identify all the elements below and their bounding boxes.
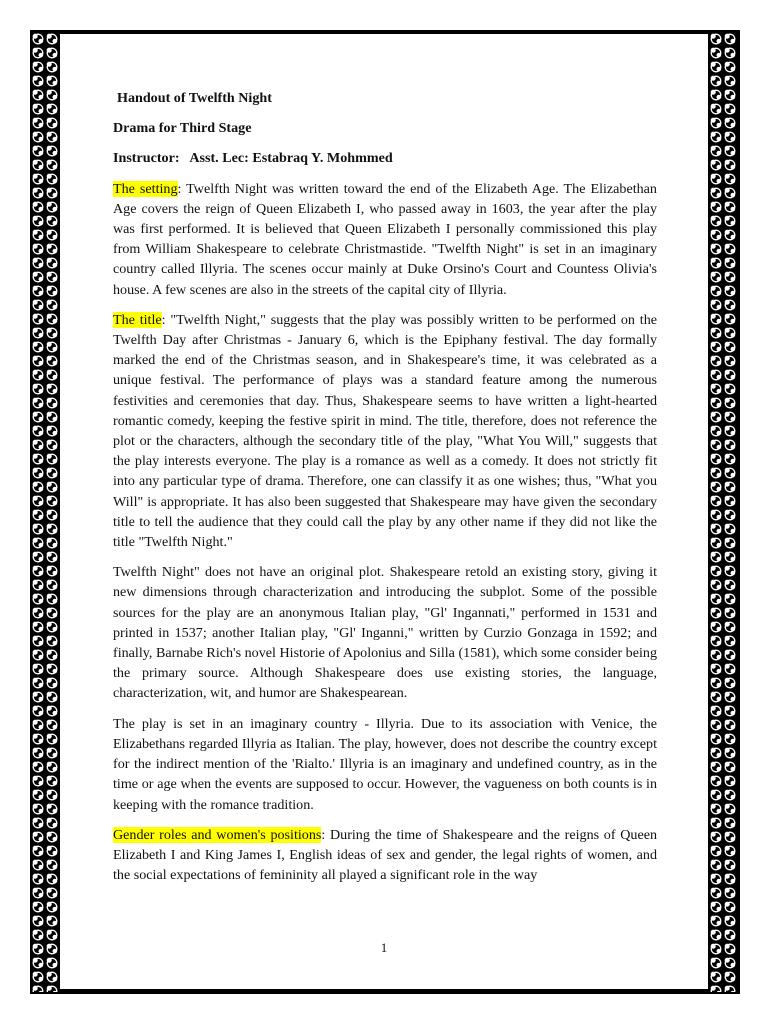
paragraph-text: The play is set in an imaginary country - Illyria. Due to its association with Venice, the Elizabethans regarded Illyria as Italian. The play, however, does not describe the country except for the indirect mention of the 'Rialto.' Illyria is an imaginary and undefined country, as in the time or age when the events are supposed to occur. However, the vagueness on both counts is in keeping with the romance tradition.	[113, 715, 657, 813]
page-number: 1	[380, 940, 388, 955]
document-title: Handout of Twelfth Night	[117, 90, 272, 106]
course-name: Drama for Third Stage	[113, 120, 252, 137]
instructor-label: Instructor:	[113, 150, 180, 167]
paragraph-text: Twelfth Night" does not have an original plot. Shakespeare retold an existing story, giving it new dimensions through characterization and introducing the subplot. Some of the possible sources for the play are an anonymous Italian play, "Gl' Ingannati," performed in 1531 and printed in 1537; another Italian play, "Gl' Inganni," written by Curzio Gonzaga in 1592; and finally, Barnabe Rich's novel Historie of Apolonius and Silla (1581), which some consider being the primary source. Although Shakespeare does use existing stories, the language, characterization, wit, and humor are Shakespearean.	[113, 564, 657, 702]
paragraph-setting	[113, 179, 657, 300]
instructor-line	[113, 148, 657, 168]
decorative-border-right	[709, 32, 737, 992]
highlight-gender: Gender roles and women's positions	[113, 826, 322, 843]
highlight-setting: The setting	[113, 180, 178, 197]
paragraph-illyria	[113, 714, 657, 815]
decorative-border-left	[31, 32, 59, 992]
highlight-title: The title	[113, 311, 162, 328]
paragraph-text: : During the time of Shakespeare and the reigns of Queen Elizabeth I and King James I, English ideas of sex and gender, the legal rights of women, and the social expectations of femininity all played a significant role in the way	[113, 826, 658, 884]
instructor-name: Asst. Lec: Estabraq Y. Mohmmed	[189, 150, 393, 167]
paragraph-plot	[113, 562, 657, 703]
paragraph-title	[113, 310, 657, 552]
paragraph-gender	[113, 825, 657, 886]
paragraph-text: : Twelfth Night was written toward the end of the Elizabeth Age. The Elizabethan Age covers the reign of Queen Elizabeth I, who passed away in 1603, the year after the play was first performed. It is believed that Queen Elizabeth I personally commissioned this play from William Shakespeare to celebrate Christmastide. "Twelfth Night" is set in an imaginary country called Illyria. The scenes occur mainly at Duke Orsino's Court and Countess Olivia's house. A few scenes are also in the streets of the capital city of Illyria.	[113, 180, 657, 298]
paragraph-text: : "Twelfth Night," suggests that the play was possibly written to be performed on the Twelfth Day after Christmas - January 6, which is the Epiphany festival. The day formally marked the end of the Christmas season, and in Shakespeare's time, it was celebrated as a unique festival. The performance of plays was a standard feature among the numerous festivities and ceremonies that day. Thus, Shakespeare seems to have written a light-hearted romantic comedy, keeping the festive spirit in mind. The title, therefore, does not reference the plot or the characters, although the secondary title of the play, "What You Will," suggests that the play interests everyone. The play is a romance as well as a comedy. It does not strictly fit into any particular type of drama. Therefore, one can classify it as one wishes; thus, "What you Will" is appropriate. It has also been suggested that Shakespeare may have given the secondary title to tell the audience that they could call the play by any other name if they did not like the title "Twelfth Night."	[113, 311, 657, 551]
document-content	[113, 88, 657, 895]
document-page	[60, 34, 708, 989]
